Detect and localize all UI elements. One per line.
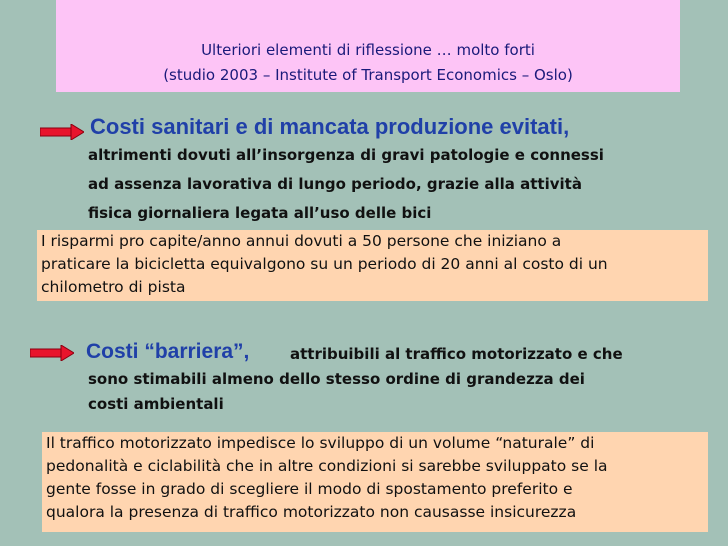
red-arrow-icon	[30, 345, 74, 361]
section2-note-line-4: qualora la presenza di traffico motorizzato non causasse insicurezza	[46, 503, 577, 521]
slide-subtitle: (studio 2003 – Institute of Transport Economics – Oslo)	[163, 66, 573, 84]
section2-line-1: sono stimabili almeno dello stesso ordine di grandezza dei	[88, 370, 585, 388]
red-arrow-icon	[40, 124, 84, 140]
section2-line-2: costi ambientali	[88, 395, 224, 413]
section2-note-line-1: Il traffico motorizzato impedisce lo sviluppo di un volume “naturale” di	[46, 434, 595, 452]
section2-heading-rest: attribuibili al traffico motorizzato e che	[290, 345, 623, 363]
section1-line-3: fisica giornaliera legata all’uso delle bici	[88, 204, 432, 222]
section2-heading: Costi “barriera”,	[86, 340, 250, 363]
slide-title: Ulteriori elementi di riflessione … molto forti	[201, 41, 535, 59]
section1-note-box	[37, 230, 708, 301]
section1-line-2: ad assenza lavorativa di lungo periodo, grazie alla attività	[88, 175, 582, 193]
section1-note-line-2: praticare la bicicletta equivalgono su un periodo di 20 anni al costo di un	[41, 255, 608, 273]
section2-note-box	[42, 432, 708, 532]
slide-title-box	[56, 0, 680, 92]
section1-heading: Costi sanitari e di mancata produzione evitati,	[90, 114, 570, 139]
section1-note-line-1: I risparmi pro capite/anno annui dovuti a 50 persone che iniziano a	[41, 232, 562, 250]
section1-line-1: altrimenti dovuti all’insorgenza di gravi patologie e connessi	[88, 146, 604, 164]
section2-note-line-2: pedonalità e ciclabilità che in altre condizioni si sarebbe sviluppato se la	[46, 457, 608, 475]
section2-note-line-3: gente fosse in grado di scegliere il modo di spostamento preferito e	[46, 480, 573, 498]
section1-note-line-3: chilometro di pista	[41, 278, 186, 296]
